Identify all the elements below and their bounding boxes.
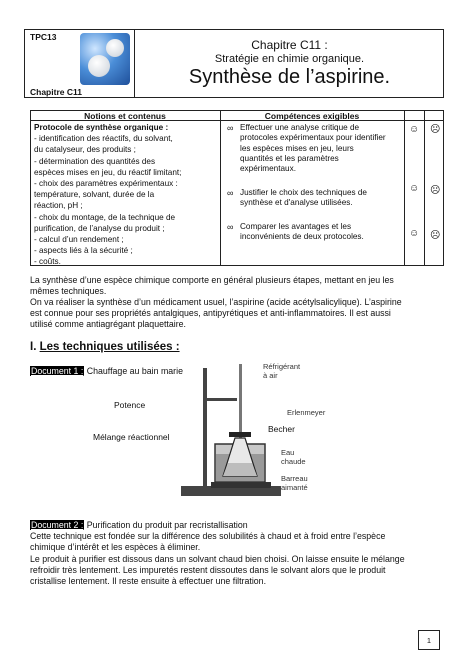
competence-line: Effectuer une analyse critique de [240,123,360,132]
notions-line: - coûts. [34,257,61,267]
aspirin-tablets-image [80,33,130,85]
sad-face-icon: ☹ [430,124,441,135]
intro-paragraph-1 [30,275,444,297]
text-line: cristallise lentement. Il reste ensuite à effectuer une filtration. [30,575,267,586]
label-line: aimanté [281,483,308,492]
notions-line: du catalyseur, des produits ; [34,145,136,155]
competence-line: expérimentaux. [240,164,296,174]
text-line: On va réaliser la synthèse d’un médicament usuel, l’aspirine (acide acétylsalicylique). L’aspirine [30,297,402,307]
infinity-bullet: ∞ [227,222,234,232]
competence-line: les espèces mises en jeu, leurs [240,143,354,153]
infinity-bullet: ∞ [227,188,234,198]
label-line: Réfrigérant [263,362,301,371]
notions-line: purification, de l’analyse du produit ; [34,223,165,233]
chapter-title: Chapitre C11 : [251,38,328,52]
col-header-notions: Notions et contenus [84,111,166,121]
document-2-label: Document 2 : [31,520,84,530]
text-line: Le produit à purifier est dissous dans un solvant chaud bien choisi. On laisse ensuite le mélange [30,554,405,564]
label-line: à air [263,371,278,380]
competence-line: inconvénients de deux protocoles. [240,232,364,242]
text-line: chimique d’intérêt et les espèces à éliminer. [30,541,201,552]
table-col-divider [404,110,405,266]
competence-3 [240,222,400,243]
sad-face-icon: ☹ [430,230,441,241]
section-heading [30,341,180,353]
tp-code: TPC13 [30,32,57,42]
smiley-icon: ☺ [409,124,420,135]
label-erlenmeyer: Erlenmeyer [287,408,326,417]
label-eau-chaude [281,448,306,466]
competence-2 [240,188,400,209]
label-melange: Mélange réactionnel [93,432,170,442]
section-number: I. [30,341,37,353]
infinity-bullet: ∞ [227,123,234,133]
notions-title: Protocole de synthèse organique : [34,123,169,132]
document-2-title: Purification du produit par recristallisation [86,520,248,530]
notions-line: espèces mises en jeu, du réactif limitant; [34,167,182,177]
intro-paragraph-2 [30,297,444,329]
document-1-title: Chauffage au bain marie [86,366,183,376]
document-1-caption [30,366,183,376]
notions-line: - aspects liés à la sécurité ; [34,246,133,256]
competence-line: Justifier le choix des techniques de [240,188,367,197]
label-potence: Potence [114,400,146,410]
section-title: Les techniques utilisées : [39,341,180,353]
text-line: utilisé comme antiagrégant plaquettaire. [30,318,186,329]
chapter-label: Chapitre C11 [30,87,82,97]
label-line: Eau [281,448,295,457]
document-2-paragraph-2 [30,554,444,586]
notions-line: - identification des réactifs, du solvant, [34,134,173,144]
smiley-icon: ☺ [409,228,420,239]
smiley-icon: ☺ [409,183,420,194]
label-line: Barreau [281,474,308,483]
sad-face-icon: ☹ [430,185,441,196]
competence-line: protocoles expérimentaux pour identifier [240,133,386,143]
label-refrigerant [263,362,300,380]
text-line: refroidir très lentement. Les impuretés restent dissoutes dans le solvant alors que le produit [30,564,386,575]
document-2-paragraph-1 [30,531,444,553]
notions-line: - choix du montage, de la technique de [34,212,176,222]
chapter-subtitle: Stratégie en chimie organique. [214,53,365,65]
competence-line: quantités et les paramètres [240,153,339,163]
col-header-competences: Compétences exigibles [264,111,360,121]
label-line: chaude [281,457,306,466]
page-number: 1 [418,630,440,650]
notions-cell [34,122,220,268]
notions-line: réaction, pH ; [34,201,83,211]
page-title: Synthèse de l’aspirine. [188,66,391,88]
text-line: La synthèse d’une espèce chimique comporte en général plusieurs étapes, mettant en jeu les [30,275,394,285]
label-becher: Becher [268,424,295,434]
label-barreau [281,474,308,492]
notions-line: - calcul d’un rendement ; [34,235,124,245]
text-line: mêmes techniques. [30,285,107,296]
text-line: Cette technique est fondée sur la différence des solubilités à chaud et à froid entre l’espèce [30,531,386,541]
notions-line: température, solvant, durée de la [34,190,155,200]
text-line: est connue pour ses propriétés antalgiques, antipyrétiques et anti-inflammatoires. Il est aussi [30,307,391,318]
notions-line: - détermination des quantités des [34,156,156,166]
table-col-divider [220,110,221,266]
competence-line: Comparer les avantages et les [240,222,352,231]
competence-line: synthèse et d'analyse utilisées. [240,198,353,208]
competence-1 [240,123,400,174]
document-2-caption [30,520,248,530]
table-col-divider [424,110,425,266]
notions-line: - choix des paramètres expérimentaux : [34,179,178,189]
document-1-label: Document 1 : [31,366,84,376]
